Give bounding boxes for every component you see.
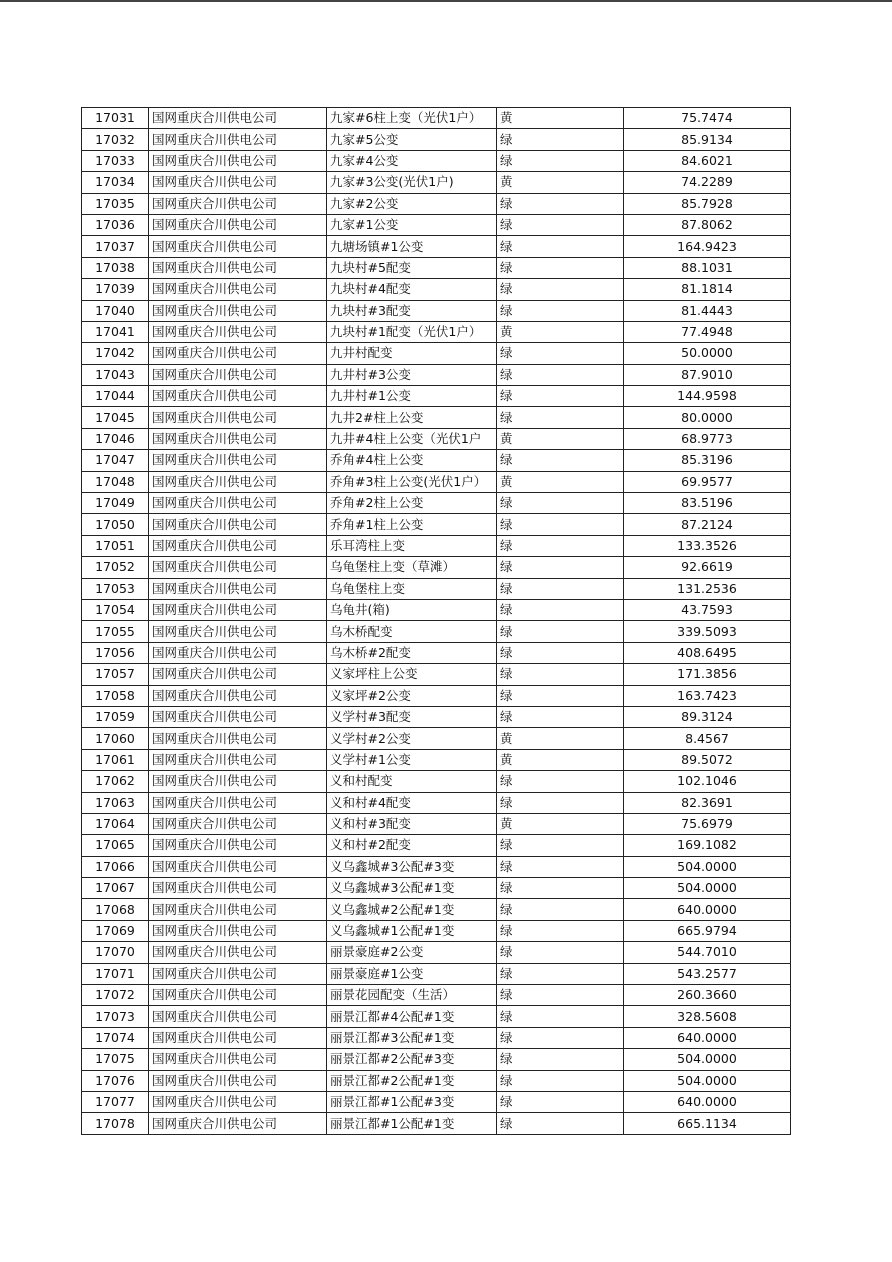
row-id-cell: 17033 [82,150,149,171]
value-cell: 85.9134 [624,129,791,150]
company-cell: 国网重庆合川供电公司 [149,428,327,449]
company-cell: 国网重庆合川供电公司 [149,706,327,727]
transformer-name-cell: 丽景豪庭#2公变 [327,942,497,963]
row-id-cell: 17039 [82,279,149,300]
table-row [82,1070,791,1091]
company-cell: 国网重庆合川供电公司 [149,129,327,150]
transformer-name-cell: 乌龟堡柱上变 [327,578,497,599]
value-cell: 89.3124 [624,706,791,727]
table-row [82,942,791,963]
company-cell: 国网重庆合川供电公司 [149,108,327,129]
value-cell: 504.0000 [624,878,791,899]
table-row [82,706,791,727]
status-cell: 绿 [497,493,624,514]
status-cell: 绿 [497,364,624,385]
row-id-cell: 17049 [82,493,149,514]
company-cell: 国网重庆合川供电公司 [149,1049,327,1070]
table-row [82,1091,791,1112]
transformer-name-cell: 九家#1公变 [327,214,497,235]
transformer-name-cell: 九块村#3配变 [327,300,497,321]
table-row [82,557,791,578]
value-cell: 504.0000 [624,856,791,877]
value-cell: 665.9794 [624,920,791,941]
company-cell: 国网重庆合川供电公司 [149,899,327,920]
transformer-name-cell: 九井村#3公变 [327,364,497,385]
company-cell: 国网重庆合川供电公司 [149,664,327,685]
status-cell: 绿 [497,1070,624,1091]
row-id-cell: 17076 [82,1070,149,1091]
company-cell: 国网重庆合川供电公司 [149,557,327,578]
row-id-cell: 17048 [82,471,149,492]
transformer-name-cell: 乔角#3柱上公变(光伏1户） [327,471,497,492]
table-row [82,728,791,749]
company-cell: 国网重庆合川供电公司 [149,578,327,599]
transformer-name-cell: 丽景江都#3公配#1变 [327,1027,497,1048]
value-cell: 83.5196 [624,493,791,514]
value-cell: 544.7010 [624,942,791,963]
transformer-name-cell: 丽景江都#2公配#3变 [327,1049,497,1070]
value-cell: 504.0000 [624,1049,791,1070]
value-cell: 75.7474 [624,108,791,129]
table-row [82,428,791,449]
company-cell: 国网重庆合川供电公司 [149,1113,327,1134]
company-cell: 国网重庆合川供电公司 [149,343,327,364]
value-cell: 74.2289 [624,172,791,193]
company-cell: 国网重庆合川供电公司 [149,878,327,899]
value-cell: 87.8062 [624,214,791,235]
transformer-name-cell: 丽景江都#4公配#1变 [327,1006,497,1027]
table-row [82,899,791,920]
table-row [82,172,791,193]
company-cell: 国网重庆合川供电公司 [149,386,327,407]
transformer-name-cell: 义乌鑫城#3公配#3变 [327,856,497,877]
status-cell: 绿 [497,685,624,706]
transformer-name-cell: 义和村#2配变 [327,835,497,856]
row-id-cell: 17040 [82,300,149,321]
transformer-table [81,107,791,1135]
company-cell: 国网重庆合川供电公司 [149,236,327,257]
row-id-cell: 17046 [82,428,149,449]
value-cell: 328.5608 [624,1006,791,1027]
row-id-cell: 17045 [82,407,149,428]
row-id-cell: 17062 [82,771,149,792]
status-cell: 绿 [497,535,624,556]
table-row [82,471,791,492]
status-cell: 黄 [497,321,624,342]
status-cell: 绿 [497,300,624,321]
company-cell: 国网重庆合川供电公司 [149,1070,327,1091]
company-cell: 国网重庆合川供电公司 [149,471,327,492]
company-cell: 国网重庆合川供电公司 [149,642,327,663]
status-cell: 绿 [497,129,624,150]
transformer-name-cell: 九塘场镇#1公变 [327,236,497,257]
table-row [82,535,791,556]
transformer-name-cell: 九块村#4配变 [327,279,497,300]
status-cell: 黄 [497,728,624,749]
value-cell: 408.6495 [624,642,791,663]
row-id-cell: 17034 [82,172,149,193]
table-row [82,257,791,278]
transformer-name-cell: 九井村配变 [327,343,497,364]
table-row [82,878,791,899]
value-cell: 640.0000 [624,1091,791,1112]
transformer-name-cell: 九家#2公变 [327,193,497,214]
status-cell: 绿 [497,450,624,471]
table-row [82,685,791,706]
status-cell: 绿 [497,599,624,620]
status-cell: 绿 [497,664,624,685]
company-cell: 国网重庆合川供电公司 [149,920,327,941]
table-row [82,835,791,856]
row-id-cell: 17069 [82,920,149,941]
transformer-name-cell: 义和村#4配变 [327,792,497,813]
company-cell: 国网重庆合川供电公司 [149,257,327,278]
row-id-cell: 17035 [82,193,149,214]
company-cell: 国网重庆合川供电公司 [149,621,327,642]
company-cell: 国网重庆合川供电公司 [149,1027,327,1048]
company-cell: 国网重庆合川供电公司 [149,963,327,984]
value-cell: 80.0000 [624,407,791,428]
company-cell: 国网重庆合川供电公司 [149,172,327,193]
company-cell: 国网重庆合川供电公司 [149,985,327,1006]
row-id-cell: 17070 [82,942,149,963]
row-id-cell: 17072 [82,985,149,1006]
table-row [82,150,791,171]
row-id-cell: 17074 [82,1027,149,1048]
value-cell: 43.7593 [624,599,791,620]
table-row [82,1049,791,1070]
row-id-cell: 17065 [82,835,149,856]
value-cell: 69.9577 [624,471,791,492]
company-cell: 国网重庆合川供电公司 [149,300,327,321]
company-cell: 国网重庆合川供电公司 [149,1006,327,1027]
status-cell: 绿 [497,386,624,407]
transformer-name-cell: 九家#4公变 [327,150,497,171]
status-cell: 绿 [497,771,624,792]
company-cell: 国网重庆合川供电公司 [149,321,327,342]
row-id-cell: 17063 [82,792,149,813]
value-cell: 169.1082 [624,835,791,856]
row-id-cell: 17071 [82,963,149,984]
status-cell: 绿 [497,621,624,642]
table-row [82,193,791,214]
value-cell: 163.7423 [624,685,791,706]
value-cell: 77.4948 [624,321,791,342]
transformer-name-cell: 丽景花园配变（生活） [327,985,497,1006]
row-id-cell: 17073 [82,1006,149,1027]
table-row [82,386,791,407]
status-cell: 绿 [497,343,624,364]
table-row [82,621,791,642]
company-cell: 国网重庆合川供电公司 [149,150,327,171]
table-row [82,1006,791,1027]
transformer-name-cell: 九井2#柱上公变 [327,407,497,428]
value-cell: 8.4567 [624,728,791,749]
row-id-cell: 17058 [82,685,149,706]
row-id-cell: 17031 [82,108,149,129]
transformer-name-cell: 乔角#2柱上公变 [327,493,497,514]
value-cell: 89.5072 [624,749,791,770]
status-cell: 绿 [497,193,624,214]
status-cell: 绿 [497,706,624,727]
row-id-cell: 17041 [82,321,149,342]
company-cell: 国网重庆合川供电公司 [149,749,327,770]
company-cell: 国网重庆合川供电公司 [149,792,327,813]
table-row [82,364,791,385]
value-cell: 665.1134 [624,1113,791,1134]
transformer-name-cell: 义家坪#2公变 [327,685,497,706]
transformer-name-cell: 乌龟堡柱上变（草滩） [327,557,497,578]
value-cell: 164.9423 [624,236,791,257]
value-cell: 339.5093 [624,621,791,642]
row-id-cell: 17036 [82,214,149,235]
company-cell: 国网重庆合川供电公司 [149,279,327,300]
row-id-cell: 17052 [82,557,149,578]
status-cell: 绿 [497,279,624,300]
status-cell: 绿 [497,557,624,578]
status-cell: 绿 [497,985,624,1006]
row-id-cell: 17060 [82,728,149,749]
transformer-name-cell: 九家#6柱上变（光伏1户） [327,108,497,129]
row-id-cell: 17057 [82,664,149,685]
transformer-name-cell: 义学村#3配变 [327,706,497,727]
company-cell: 国网重庆合川供电公司 [149,856,327,877]
row-id-cell: 17042 [82,343,149,364]
company-cell: 国网重庆合川供电公司 [149,599,327,620]
row-id-cell: 17077 [82,1091,149,1112]
table-row [82,108,791,129]
value-cell: 87.2124 [624,514,791,535]
status-cell: 绿 [497,835,624,856]
row-id-cell: 17051 [82,535,149,556]
transformer-name-cell: 乌龟井(箱) [327,599,497,620]
status-cell: 绿 [497,514,624,535]
company-cell: 国网重庆合川供电公司 [149,514,327,535]
status-cell: 黄 [497,108,624,129]
table-row [82,300,791,321]
status-cell: 绿 [497,878,624,899]
status-cell: 绿 [497,150,624,171]
table-row [82,343,791,364]
company-cell: 国网重庆合川供电公司 [149,407,327,428]
transformer-name-cell: 九家#3公变(光伏1户) [327,172,497,193]
status-cell: 黄 [497,749,624,770]
table-row [82,749,791,770]
value-cell: 81.4443 [624,300,791,321]
table-row [82,407,791,428]
row-id-cell: 17047 [82,450,149,471]
value-cell: 82.3691 [624,792,791,813]
company-cell: 国网重庆合川供电公司 [149,535,327,556]
value-cell: 102.1046 [624,771,791,792]
row-id-cell: 17059 [82,706,149,727]
status-cell: 绿 [497,963,624,984]
status-cell: 绿 [497,1113,624,1134]
transformer-name-cell: 九块村#5配变 [327,257,497,278]
row-id-cell: 17067 [82,878,149,899]
transformer-name-cell: 乌木桥配变 [327,621,497,642]
company-cell: 国网重庆合川供电公司 [149,450,327,471]
table-row [82,214,791,235]
table-row [82,493,791,514]
row-id-cell: 17037 [82,236,149,257]
transformer-name-cell: 义乌鑫城#3公配#1变 [327,878,497,899]
value-cell: 144.9598 [624,386,791,407]
value-cell: 171.3856 [624,664,791,685]
transformer-name-cell: 义和村#3配变 [327,813,497,834]
status-cell: 绿 [497,792,624,813]
row-id-cell: 17068 [82,899,149,920]
transformer-name-cell: 义学村#2公变 [327,728,497,749]
company-cell: 国网重庆合川供电公司 [149,493,327,514]
value-cell: 85.3196 [624,450,791,471]
row-id-cell: 17056 [82,642,149,663]
value-cell: 260.3660 [624,985,791,1006]
table-row [82,321,791,342]
transformer-name-cell: 丽景江都#1公配#3变 [327,1091,497,1112]
status-cell: 绿 [497,407,624,428]
table-row [82,856,791,877]
status-cell: 绿 [497,1049,624,1070]
table-row [82,771,791,792]
company-cell: 国网重庆合川供电公司 [149,728,327,749]
transformer-name-cell: 九家#5公变 [327,129,497,150]
row-id-cell: 17055 [82,621,149,642]
transformer-name-cell: 乌木桥#2配变 [327,642,497,663]
value-cell: 84.6021 [624,150,791,171]
row-id-cell: 17032 [82,129,149,150]
company-cell: 国网重庆合川供电公司 [149,364,327,385]
status-cell: 绿 [497,1091,624,1112]
status-cell: 黄 [497,428,624,449]
row-id-cell: 17066 [82,856,149,877]
status-cell: 绿 [497,257,624,278]
table-row [82,963,791,984]
row-id-cell: 17038 [82,257,149,278]
status-cell: 绿 [497,1006,624,1027]
value-cell: 92.6619 [624,557,791,578]
row-id-cell: 17075 [82,1049,149,1070]
table-row [82,1027,791,1048]
transformer-name-cell: 义乌鑫城#1公配#1变 [327,920,497,941]
table-row [82,1113,791,1134]
value-cell: 50.0000 [624,343,791,364]
company-cell: 国网重庆合川供电公司 [149,214,327,235]
transformer-name-cell: 义和村配变 [327,771,497,792]
table-row [82,129,791,150]
transformer-name-cell: 义学村#1公变 [327,749,497,770]
company-cell: 国网重庆合川供电公司 [149,1091,327,1112]
value-cell: 68.9773 [624,428,791,449]
company-cell: 国网重庆合川供电公司 [149,193,327,214]
table-row [82,450,791,471]
table-row [82,985,791,1006]
status-cell: 黄 [497,172,624,193]
status-cell: 绿 [497,214,624,235]
table-row [82,599,791,620]
table-row [82,920,791,941]
company-cell: 国网重庆合川供电公司 [149,813,327,834]
value-cell: 88.1031 [624,257,791,278]
page-top-rule [0,0,892,2]
status-cell: 黄 [497,471,624,492]
transformer-name-cell: 九块村#1配变（光伏1户） [327,321,497,342]
status-cell: 绿 [497,642,624,663]
value-cell: 543.2577 [624,963,791,984]
value-cell: 87.9010 [624,364,791,385]
transformer-name-cell: 丽景江都#2公配#1变 [327,1070,497,1091]
transformer-name-cell: 九井村#1公变 [327,386,497,407]
table-row [82,664,791,685]
value-cell: 640.0000 [624,1027,791,1048]
transformer-name-cell: 义家坪柱上公变 [327,664,497,685]
row-id-cell: 17064 [82,813,149,834]
table-row [82,642,791,663]
table-row [82,813,791,834]
company-cell: 国网重庆合川供电公司 [149,942,327,963]
status-cell: 黄 [497,813,624,834]
transformer-name-cell: 乐耳湾柱上变 [327,535,497,556]
value-cell: 75.6979 [624,813,791,834]
status-cell: 绿 [497,856,624,877]
transformer-name-cell: 乔角#4柱上公变 [327,450,497,471]
table-body [82,108,791,1135]
table-row [82,236,791,257]
transformer-name-cell: 丽景豪庭#1公变 [327,963,497,984]
value-cell: 81.1814 [624,279,791,300]
row-id-cell: 17053 [82,578,149,599]
company-cell: 国网重庆合川供电公司 [149,771,327,792]
transformer-name-cell: 九井#4柱上公变（光伏1户 [327,428,497,449]
row-id-cell: 17078 [82,1113,149,1134]
row-id-cell: 17054 [82,599,149,620]
table-row [82,578,791,599]
value-cell: 504.0000 [624,1070,791,1091]
transformer-name-cell: 义乌鑫城#2公配#1变 [327,899,497,920]
row-id-cell: 17044 [82,386,149,407]
status-cell: 绿 [497,899,624,920]
row-id-cell: 17061 [82,749,149,770]
status-cell: 绿 [497,236,624,257]
value-cell: 85.7928 [624,193,791,214]
value-cell: 640.0000 [624,899,791,920]
row-id-cell: 17050 [82,514,149,535]
row-id-cell: 17043 [82,364,149,385]
status-cell: 绿 [497,942,624,963]
status-cell: 绿 [497,920,624,941]
table-row [82,279,791,300]
status-cell: 绿 [497,1027,624,1048]
company-cell: 国网重庆合川供电公司 [149,685,327,706]
value-cell: 133.3526 [624,535,791,556]
table-row [82,792,791,813]
value-cell: 131.2536 [624,578,791,599]
table-row [82,514,791,535]
transformer-name-cell: 丽景江都#1公配#1变 [327,1113,497,1134]
company-cell: 国网重庆合川供电公司 [149,835,327,856]
status-cell: 绿 [497,578,624,599]
transformer-name-cell: 乔角#1柱上公变 [327,514,497,535]
